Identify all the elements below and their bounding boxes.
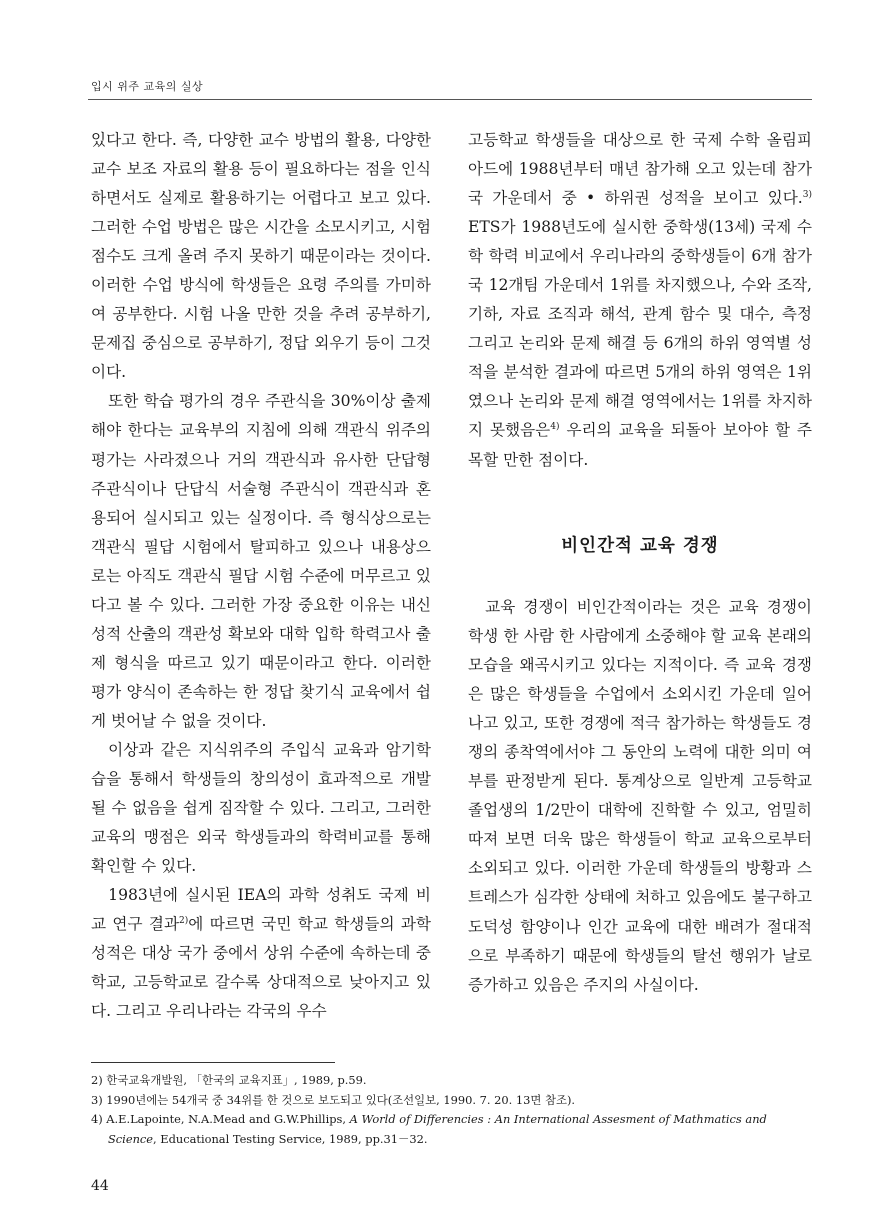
- section-heading: 비인간적 교육 경쟁: [561, 536, 719, 556]
- footnote-4-publisher: , Educational Testing Service, 1989, pp.31－32.: [153, 1131, 428, 1146]
- footnote-rule: [91, 1062, 335, 1063]
- right-paragraph-1-text-a: 고등학교 학생들을 대상으로 한 국제 수학 올림피아드에 1988년부터 매년 참가해 오고 있는데 참가국 가운데서 중 • 하위권 성적을 보이고 있다.: [468, 131, 812, 208]
- right-paragraph-2: 교육 경쟁이 비인간적이라는 것은 교육 경쟁이 학생 한 사람 한 사람에게 소중해야 할 교육 본래의 모습을 왜곡시키고 있다는 지적이다. 즉 교육 경쟁은 많은 학생들을 수업에서 소외시킨 가운데 일어나고 있고, 또한 경쟁에 적극 참가하는 학생들도 경쟁의 종착역에서야 그 동안의 노력에 대한 의미 여부를 판정받게 된다. 통계상으로 일반계 고등학교 졸업생의 1/2만이 대학에 진학할 수 있고, 엄밀히 따져 보면 더욱 많은 학생들이 학교 교육으로부터 소외되고 있다. 이러한 가운데 학생들의 방황과 스트레스가 심각한 상태에 처하고 있음에도 불구하고 도덕성 함양이나 인간 교육에 대한 배려가 절대적으로 부족하기 때문에 학생들의 탈선 행위가 날로 증가하고 있음은 주지의 사실이다.: [468, 598, 812, 994]
- left-paragraph-2: 또한 학습 평가의 경우 주관식을 30%이상 출제해야 한다는 교육부의 지침에 의해 객관식 위주의 평가는 사라졌으나 거의 객관식과 유사한 단답형 주관식이나 단답식 서술형 주관식이 객관식과 혼용되어 실시되고 있는 실정이다. 즉 형식상으로는 객관식 필답 시험에서 탈피하고 있으나 내용상으로는 아직도 객관식 필답 시험 수준에 머무르고 있다고 볼 수 있다. 그러한 가장 중요한 이유는 내신 성적 산출의 객관성 확보와 대학 입학 학력고사 출제 형식을 따르고 있기 때문이라고 한다. 이러한 평가 양식이 존속하는 한 정답 찾기식 교육에서 쉽게 벗어날 수 없을 것이다.: [91, 392, 431, 730]
- left-paragraph-4: [91, 881, 431, 1026]
- left-paragraph-3: 이상과 같은 지식위주의 주입식 교육과 암기학습을 통해서 학생들의 창의성이 효과적으로 개발될 수 없음을 쉽게 짐작할 수 있다. 그리고, 그러한 교육의 맹점은 외국 학생들과의 학력비교를 통해 확인할 수 있다.: [91, 740, 431, 876]
- footnote-4-title: A World of Differencies : An International Assesment of Mathmatics and Science: [108, 1112, 767, 1146]
- footnote-ref-3: 3): [802, 190, 812, 201]
- right-paragraph-1-text-b: ETS가 1988년도에 실시한 중학생(13세) 국제 수학 학력 비교에서 우리나라의 중학생들이 6개 참가국 12개팀 가운데서 1위를 차지했으나, 수와 조작, 기하, 자료 조직과 해석, 관계 함수 및 대수, 측정 그리고 논리와 문제 해결 등 6개의 하위 영역별 성적을 분석한 결과에 따르면 5개의 하위 영역은 1위였으나 논리와 문제 해결 영역에서는 1위를 차지하지 못했음은: [468, 218, 812, 440]
- right-paragraph-1-text-c: 우리의 교육을 되돌아 보아야 할 주목할 만한 점이다.: [468, 421, 812, 469]
- footnote-ref-4: 4): [550, 422, 560, 433]
- right-column: [468, 126, 812, 475]
- running-head: 입시 위주 교육의 실상: [91, 80, 204, 93]
- footnote-2: 2) 한국교육개발원, 「한국의 교육지표」, 1989, p.59.: [91, 1073, 367, 1087]
- left-paragraph-1: 있다고 한다. 즉, 다양한 교수 방법의 활용, 다양한 교수 보조 자료의 활용 등이 필요하다는 점을 인식하면서도 실제로 활용하기는 어렵다고 보고 있다. 그러한 수업 방법은 많은 시간을 소모시키고, 시험 점수도 크게 올려 주지 못하기 때문이라는 것이다. 이러한 수업 방식에 학생들은 요령 주의를 가미하여 공부한다. 시험 나올 만한 것을 추려 공부하기, 문제집 중심으로 공부하기, 정답 외우기 등이 그것이다.: [91, 131, 431, 382]
- right-paragraph-1: [468, 126, 812, 475]
- left-column: [91, 126, 431, 1026]
- footnotes: [91, 1071, 813, 1149]
- page-number: 44: [91, 1178, 109, 1194]
- footnote-4-authors: 4) A.E.Lapointe, N.A.Mead and G.W.Phillips,: [91, 1112, 350, 1126]
- footnote-ref-2: 2): [179, 916, 189, 927]
- right-column-section: [468, 593, 812, 1000]
- header-rule: [88, 99, 812, 100]
- footnote-3: 3) 1990년에는 54개국 중 34위를 한 것으로 보도되고 있다(조선일보, 1990. 7. 20. 13면 참조).: [91, 1092, 576, 1107]
- left-paragraph-4-text-a: 1983년에 실시된 IEA의 과학 성취도 국제 비교 연구 결과: [91, 886, 431, 934]
- left-paragraph-4-text-b: 에 따르면 국민 학교 학생들의 과학 성적은 대상 국가 중에서 상위 수준에 속하는데 중학교, 고등학교로 갈수록 상대적으로 낮아지고 있다. 그리고 우리나라는 각국의 우수: [91, 915, 431, 1021]
- footnote-4: [91, 1110, 813, 1149]
